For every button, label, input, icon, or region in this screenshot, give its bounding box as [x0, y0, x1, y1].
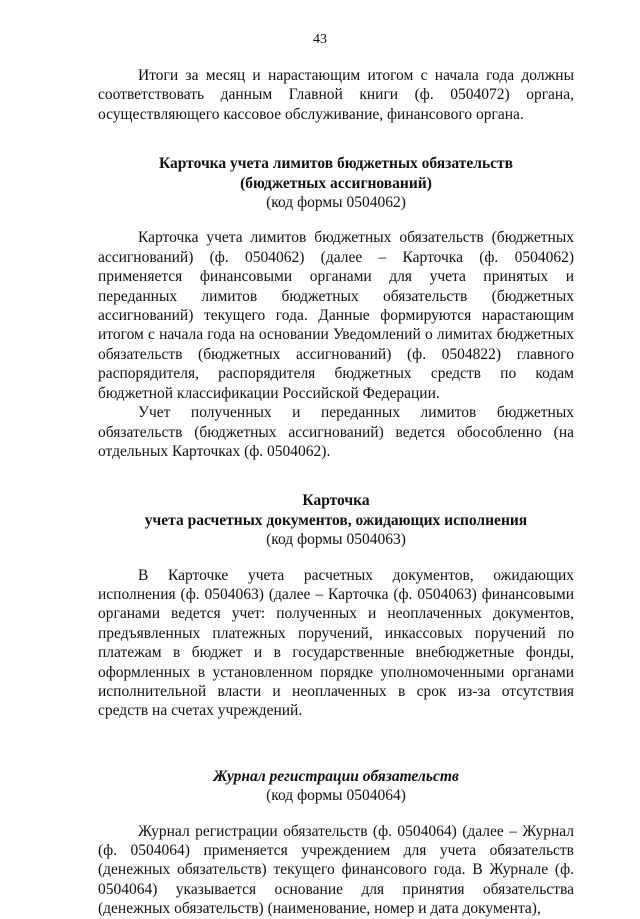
- section-settlement-documents-card: [98, 491, 574, 720]
- section-title: Журнал регистрации обязательств: [213, 767, 459, 785]
- section-paragraph: Учет полученных и переданных лимитов бюджетных обязательств (бюджетных ассигнований) ведется обособленно (на отдельных Карточках (ф. 0504062).: [98, 404, 574, 460]
- section-obligations-journal: [98, 767, 574, 919]
- page-number: 43: [313, 32, 327, 47]
- page-content: [98, 66, 574, 919]
- section-paragraph: Журнал регистрации обязательств (ф. 0504064) (далее – Журнал (ф. 0504064) применяется учреждением для учета обязательств (денежных обязательств) текущего финансового года. В Журнале (ф. 0504064) указывается основание для принятия обязательства (денежных обязательств) (наименование, номер и дата документа),: [98, 822, 574, 918]
- section-title-line: (бюджетных ассигнований): [240, 174, 432, 192]
- intro-paragraph: Итоги за месяц и нарастающим итогом с начала года должны соответствовать данным Главной книги (ф. 0504072) органа, осуществляющего кассовое обслуживание, финансового органа.: [98, 67, 574, 123]
- section-title-line: Карточка учета лимитов бюджетных обязательств: [158, 155, 514, 173]
- section-limits-card: [98, 154, 574, 461]
- form-code: (код формы 0504062): [266, 194, 406, 212]
- form-code: (код формы 0504063): [266, 531, 406, 549]
- section-title-line: учета расчетных документов, ожидающих исполнения: [144, 511, 528, 529]
- section-paragraph: Карточка учета лимитов бюджетных обязательств (бюджетных ассигнований) (ф. 0504062) (далее – Карточка (ф. 0504062) применяется финансовыми органами для учета принятых и переданных лимитов бюджетных обязательств (бюджетных ассигнований) текущего года. Данные формируются нарастающим итогом с начала года на основании Уведомлений о лимитах бюджетных обязательств (бюджетных ассигнований) (ф. 0504822) главного распорядителя, распорядителя бюджетных средств по кодам бюджетной классификации Российской Федерации.: [98, 229, 574, 402]
- section-title-line: Карточка: [302, 492, 370, 510]
- section-paragraph: В Карточке учета расчетных документов, ожидающих исполнения (ф. 0504063) (далее – Карточка (ф. 0504063) финансовыми органами ведется учет: полученных и неоплаченных документов, предъявленных платежных поручений, инкассовых поручений по платежам в бюджет и в государственные внебюджетные фонды, оформленных в установленном порядке уполномоченными органами исполнительной власти и неоплаченных в срок из-за отсутствия средств на счетах учреждений.: [98, 566, 574, 720]
- form-code: (код формы 0504064): [266, 787, 406, 805]
